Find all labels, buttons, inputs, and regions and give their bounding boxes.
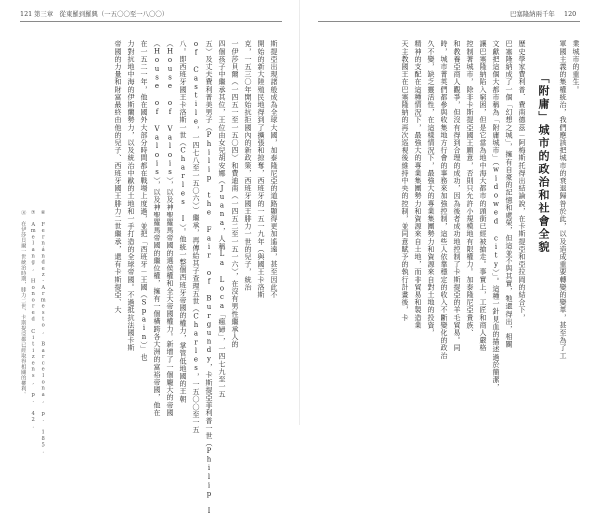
body-column: 文獻把這個大都市稱為「附庸城市」（widowed city）」。這種一針見血的描述過於簡潔，: [492, 40, 500, 392]
body-column: 力對抗地中海的伊斯蘭勢力，以及統治中歐的土地和一手打造的全球帝國。不過抵抗法國卡斯: [127, 40, 135, 352]
body-column: 在一五二一年，他在國外大部分時間都在戰場上度過，並把「西班牙－王國（Spain）」也: [140, 40, 148, 361]
body-column: 天主教國王在巴塞隆納的再次巡視後維持中央的控制，並同意賦予的執行計畫後，卡: [401, 40, 409, 322]
footnote: ⑥ Fernández-Armesto, Barcelona, p. 185.: [40, 210, 47, 455]
right-page-number: 120: [564, 10, 577, 18]
body-column: 精神的支配在這種情況下，最強大的專業集團勢力和資源來自土地，而非貿易和製造業: [414, 40, 422, 329]
body-column: （House of Valois），以及神聖羅馬帝國的選侯權和全大帝國權力。新增了一個龐大的帝國: [166, 40, 174, 417]
footnote-divider: [16, 205, 17, 335]
header-rule-left: [20, 21, 282, 22]
footnote: ⑦ Amelang, Honored Citizens, p. 42.: [30, 210, 37, 430]
left-page-number: 121: [20, 10, 33, 18]
body-column: 讓巴塞隆納陷入窮困，但是它當為地中海大都市的頭銜已經被搶走。事實上，工匠和商人嚴格: [479, 40, 487, 352]
body-column: 八。即西班牙國王卡洛斯一世（Charles I）。他統一整個西班牙帝國的權力，掌管低地國的王朝: [179, 40, 187, 403]
body-column: （House of Valois），以及神聖羅馬帝國的繼位權，擁有一個橫跨各大洲的富裕帝國，他在: [153, 40, 161, 417]
body-column: 開始的新大陸殖民地得到了擴張和掠奪，西班牙的一五一九年（與國王卡洛斯: [257, 40, 265, 299]
section-heading: 「附庸」城市的政治和社會全貌: [537, 72, 550, 254]
body-column: 一伊莎貝爾（一四五一至一五〇四）和費迪南（一四五二至一五一六），在沒有男性繼承人的: [231, 40, 239, 349]
body-column: 五）及丈夫費利普美男子（Philip the Fair of Burgundy，卡斯提亞菲利普一世（Philip I: [205, 40, 213, 516]
book-running-title: 巴塞隆納兩千年: [510, 10, 555, 18]
footnote: ⑧ 在伊莎貝爾一世統治時期，腓力二世、卡斯提亞都已經取得相關的權利。: [20, 210, 27, 397]
body-column: 斯提亞出現諸般成為全球大國，加泰隆尼亞的道路顯得更加遙遠，甚至因此不: [270, 40, 278, 299]
chapter-running-head: 第三章 從東羅到羅興（一五〇〇至一八〇〇）: [34, 10, 169, 18]
body-column: 巴塞隆納成了一個「幻想之城」，擁有自豪的記憶和處榮，但這並不與其實，牠還得出，相關: [505, 40, 513, 349]
body-column: 控制著城市，除非卡斯提亞國王願意，否則只允許小規模地有限權力。加泰隆尼亞貴族、: [466, 40, 474, 337]
right-page: [300, 0, 600, 425]
body-column: of Castile，一四七八至一五〇六））繼承，再傳給其子查理五世（Charles，一五〇〇至一五: [192, 40, 200, 434]
body-column: 克，一五三〇年開始抗拒國內的新政策，西班牙國王腓力一世的兒子，統治: [244, 40, 252, 291]
body-column: 和教養亞商人觀爭，但沒有得到合理的成功，因為後者成功地控制了卡斯提亞的羊毛貿易。同: [453, 40, 461, 352]
body-column: 軍國主義的集權統治，我們應該把城市的衰退歸咎於此，以及造成重要轉變的變革，甚至為了工: [559, 40, 567, 360]
body-column: 業城市的重生。: [572, 40, 580, 94]
body-column: 久不變，缺乏靈活性，在這樣情況下，最強大的專業集團勢力和資源來自對土地的投資，: [427, 40, 435, 337]
header-rule-right: [318, 21, 580, 22]
body-column: 歷史學家費利普．費南德茲－阿梅斯托得出結論說，在卡斯提亞和亞拉岡的結合下，: [518, 40, 526, 322]
body-column: 帝國的力量和財富最終由他的兒子、西班牙國王腓力二世繼承，還有卡斯提亞、大: [114, 40, 122, 314]
body-column: 時，城市菁英們都參與收集地方行會的事務來加強控制，這些人依靠穩定的收入不斷變化的政治: [440, 40, 448, 360]
body-column: 四個孩子中繼承其位，王位由女兒胡安娜（Juana，人稱La Loca「瘋婦」，一四七九至一五: [218, 40, 226, 399]
